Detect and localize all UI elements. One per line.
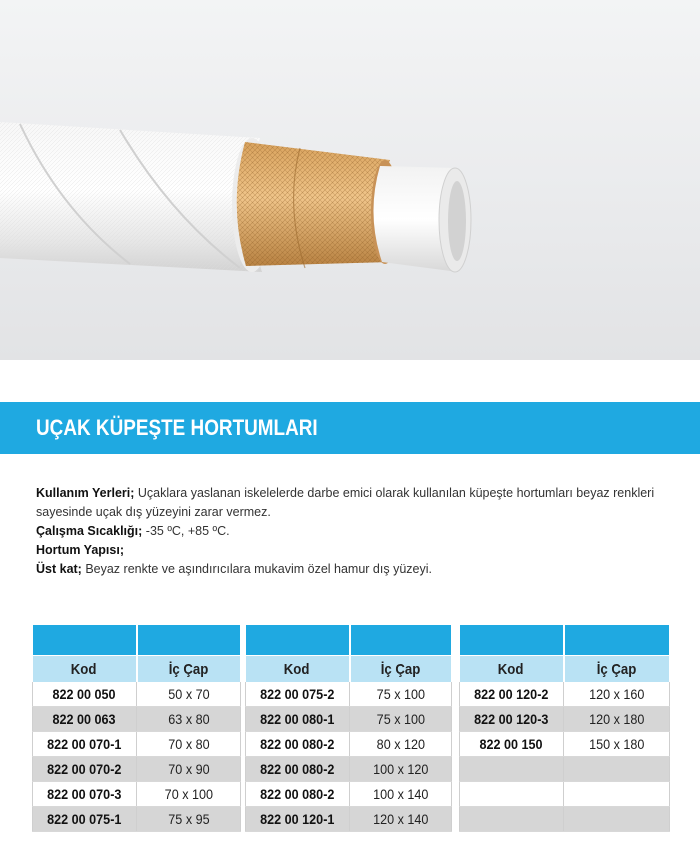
diameter-cell: 63 x 80 (137, 707, 241, 732)
page-title: UÇAK KÜPEŞTE HORTUMLARI (36, 415, 318, 440)
code-cell: 822 00 080-2 (246, 732, 350, 757)
diameter-cell: 70 x 80 (137, 732, 241, 757)
table-row (246, 707, 452, 732)
diameter-cell (564, 757, 670, 782)
diameter-cell: 100 x 120 (350, 757, 452, 782)
structure-label: Hortum Yapısı; (36, 543, 124, 557)
table-row (33, 682, 241, 707)
code-cell: 822 00 050 (33, 682, 137, 707)
spec-table-1 (32, 625, 242, 832)
table-row (33, 732, 241, 757)
table-row (246, 682, 452, 707)
table-row (460, 732, 670, 757)
column-header-kod: Kod (246, 656, 350, 683)
code-cell: 822 00 070-3 (33, 782, 137, 807)
diameter-cell: 120 x 160 (564, 682, 670, 707)
spec-table-2 (245, 625, 453, 832)
code-cell: 822 00 075-1 (33, 807, 137, 832)
table-row (460, 757, 670, 782)
table-row (33, 757, 241, 782)
code-cell: 822 00 120-1 (246, 807, 350, 832)
diameter-cell: 75 x 100 (350, 682, 452, 707)
diameter-cell: 75 x 100 (350, 707, 452, 732)
diameter-cell: 50 x 70 (137, 682, 241, 707)
diameter-cell: 120 x 180 (564, 707, 670, 732)
table-row (33, 807, 241, 832)
table-row (33, 782, 241, 807)
code-cell: 822 00 080-2 (246, 782, 350, 807)
code-cell (460, 807, 564, 832)
code-cell: 822 00 075-2 (246, 682, 350, 707)
structure-paragraph (36, 541, 666, 560)
column-header-ic-cap: İç Çap (564, 656, 670, 683)
diameter-cell: 100 x 140 (350, 782, 452, 807)
table-row (246, 782, 452, 807)
title-banner (0, 402, 700, 454)
usage-paragraph (36, 484, 666, 522)
hero-image (0, 0, 700, 360)
diameter-cell: 80 x 120 (350, 732, 452, 757)
table-top-bar (33, 625, 137, 656)
column-header-kod: Kod (33, 656, 137, 683)
product-description (36, 484, 666, 579)
table-row (33, 707, 241, 732)
diameter-cell: 75 x 95 (137, 807, 241, 832)
cover-label: Üst kat; (36, 562, 82, 576)
table-top-bar (246, 625, 350, 656)
column-header-ic-cap: İç Çap (137, 656, 241, 683)
table-top-bar (137, 625, 241, 656)
table-row (246, 732, 452, 757)
hose-illustration (0, 0, 700, 360)
diameter-cell (564, 807, 670, 832)
code-cell (460, 782, 564, 807)
spec-table-3 (459, 625, 671, 832)
usage-text: Uçaklara yaslanan iskelelerde darbe emici olarak kullanılan küpeşte hortumları beyaz renkleri sayesinde uçak dış yüzeyini zarar vermez. (36, 486, 655, 519)
code-cell: 822 00 120-3 (460, 707, 564, 732)
table-row (460, 707, 670, 732)
table-row (246, 807, 452, 832)
code-cell: 822 00 150 (460, 732, 564, 757)
diameter-cell (564, 782, 670, 807)
temperature-paragraph (36, 522, 666, 541)
table-row (460, 807, 670, 832)
code-cell: 822 00 080-1 (246, 707, 350, 732)
diameter-cell: 150 x 180 (564, 732, 670, 757)
table-row (460, 682, 670, 707)
code-cell: 822 00 070-1 (33, 732, 137, 757)
code-cell: 822 00 120-2 (460, 682, 564, 707)
column-header-kod: Kod (460, 656, 564, 683)
table-top-bar (460, 625, 564, 656)
table-top-bar (350, 625, 452, 656)
temperature-label: Çalışma Sıcaklığı; (36, 524, 143, 538)
code-cell (460, 757, 564, 782)
diameter-cell: 70 x 100 (137, 782, 241, 807)
usage-label: Kullanım Yerleri; (36, 486, 135, 500)
code-cell: 822 00 063 (33, 707, 137, 732)
diameter-cell: 70 x 90 (137, 757, 241, 782)
table-top-bar (564, 625, 670, 656)
table-row (246, 757, 452, 782)
code-cell: 822 00 070-2 (33, 757, 137, 782)
column-header-ic-cap: İç Çap (350, 656, 452, 683)
temperature-text: -35 ºC, +85 ºC. (142, 524, 230, 538)
diameter-cell: 120 x 140 (350, 807, 452, 832)
cover-text: Beyaz renkte ve aşındırıcılara mukavim özel hamur dış yüzeyi. (81, 562, 432, 576)
cover-paragraph (36, 560, 666, 579)
table-row (460, 782, 670, 807)
code-cell: 822 00 080-2 (246, 757, 350, 782)
